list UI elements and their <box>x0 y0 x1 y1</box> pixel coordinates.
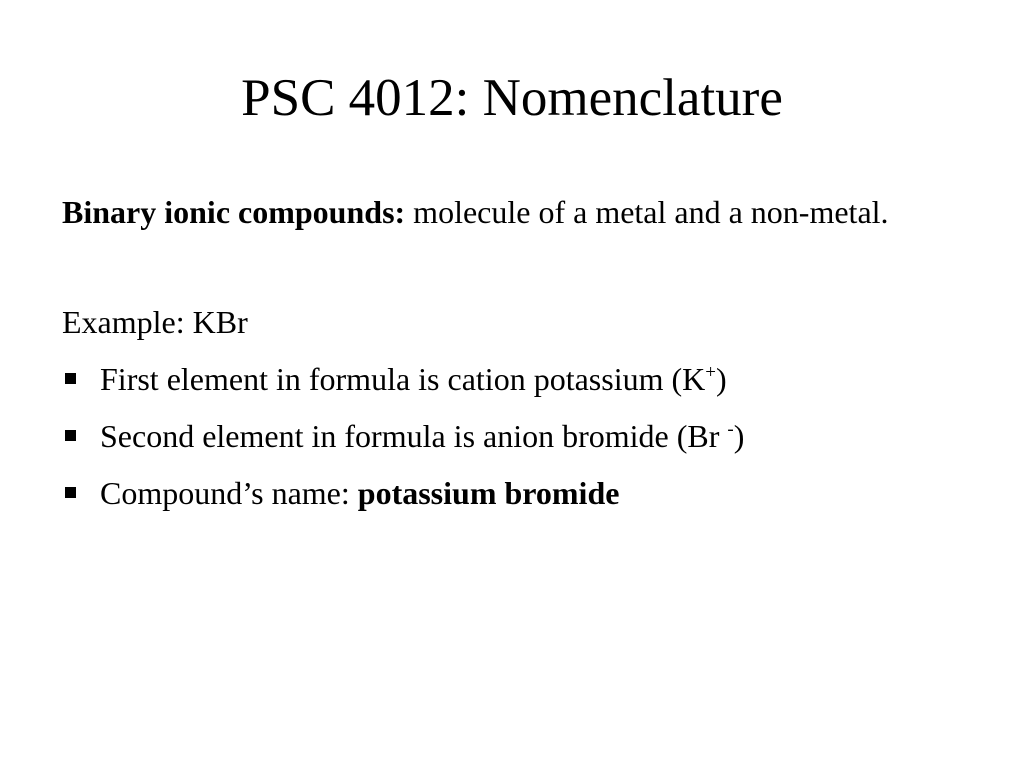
square-bullet-icon <box>65 487 76 498</box>
bullet-text: Compound’s name: <box>100 475 358 511</box>
charge-superscript: + <box>705 362 716 383</box>
bullet-suffix: ) <box>733 418 745 454</box>
definition-text: molecule of a metal and a non-metal. <box>405 194 889 230</box>
definition-paragraph <box>62 188 932 236</box>
bullet-text: Second element in formula is anion bromide (Br <box>100 418 728 454</box>
compound-name: potassium bromide <box>357 475 620 511</box>
square-bullet-icon <box>65 430 76 441</box>
bullet-list <box>62 355 962 517</box>
slide-title: PSC 4012: Nomenclature <box>241 69 783 127</box>
definition-term: Binary ionic compounds: <box>62 194 406 230</box>
bullet-text: First element in formula is cation potassium (K <box>100 361 706 397</box>
charge-superscript: - <box>727 419 734 440</box>
slide-body <box>62 188 962 526</box>
bullet-suffix: ) <box>715 361 727 397</box>
example-line: Example: KBr <box>62 304 248 340</box>
bullet-item-compound-name <box>62 469 962 517</box>
square-bullet-icon <box>65 373 76 384</box>
bullet-item-cation <box>62 355 962 403</box>
bullet-item-anion <box>62 412 962 460</box>
